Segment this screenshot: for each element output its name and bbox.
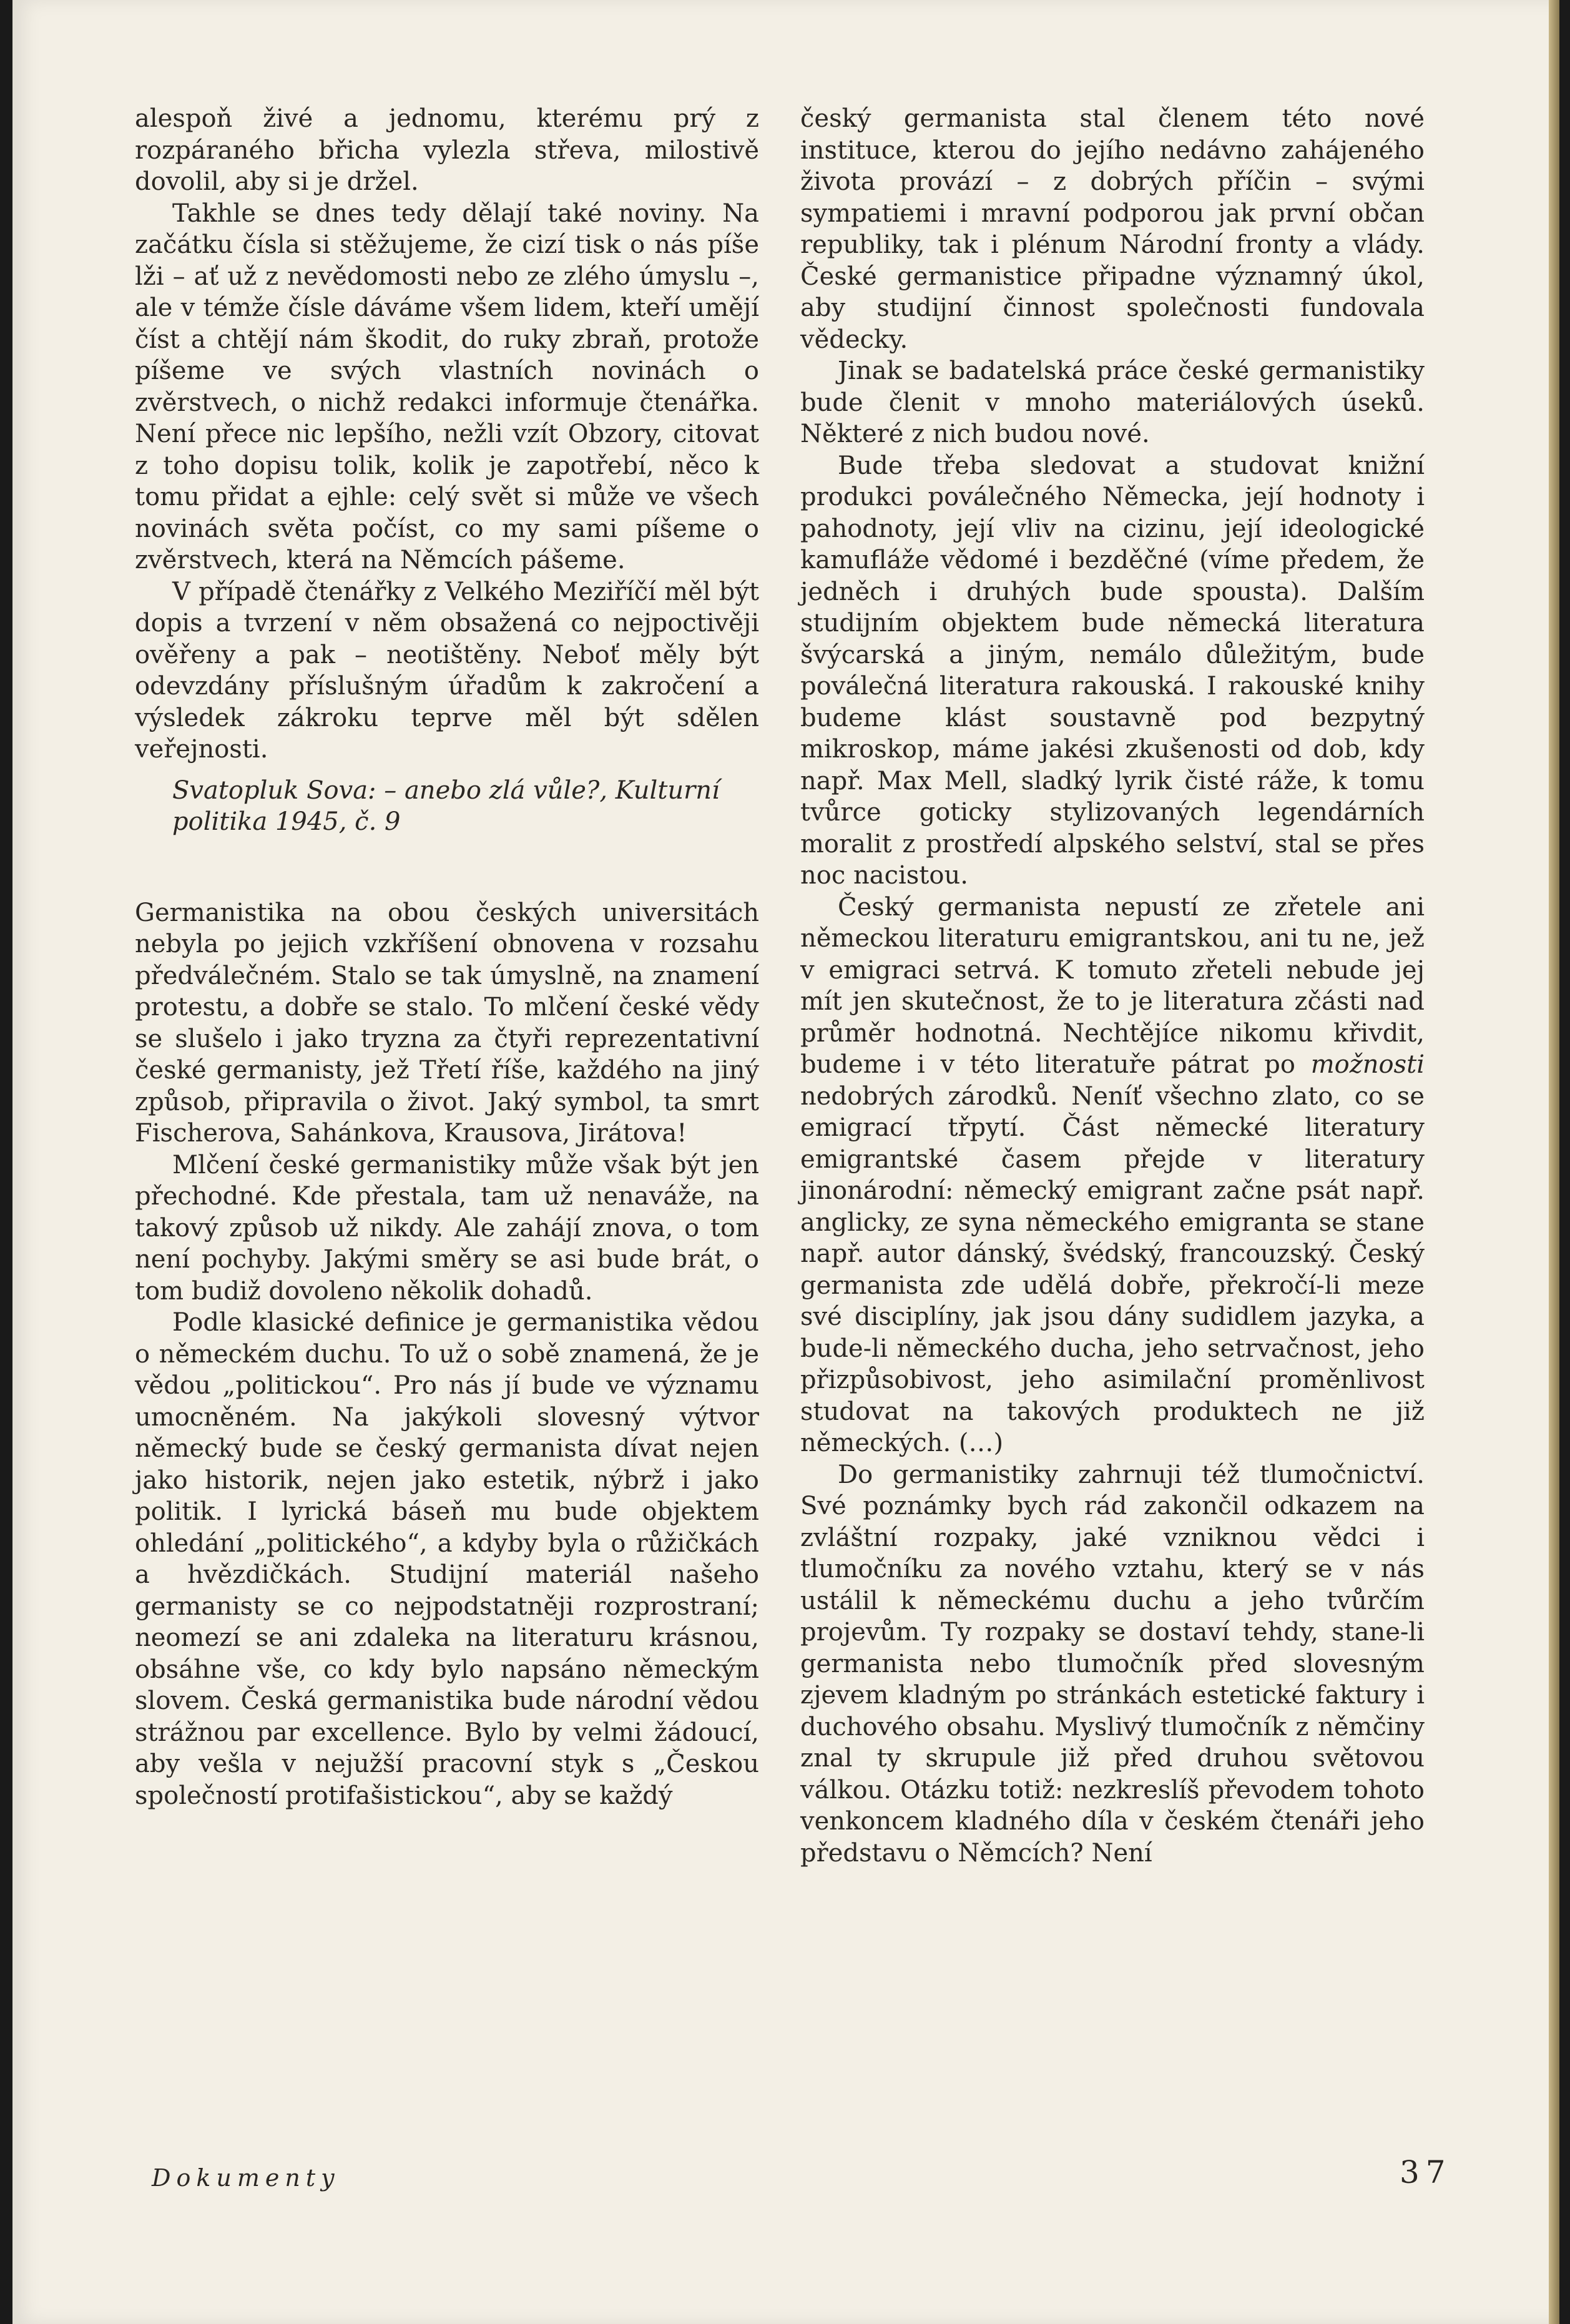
paragraph: Takhle se dnes tedy dělají také noviny. Na začátku čísla si stěžujeme, že cizí tisk o nás píše lži – ať už z nevědomosti nebo ze zlého úmyslu –, ale v témže čísle dáváme všem lidem, kteří umějí číst a chtějí nám škodit, do ruky zbraň, protože píšeme ve svých vlastních novinách o zvěrstvech, o nichž redakci informuje čtenářka. Není přece nic lepšího, nežli vzít Obzory, citovat z toho dopisu tolik, kolik je zapotřebí, něco k tomu přidat a ejhle: celý svět si může ve všech novinách světa počíst, co my sami píšeme o zvěrstvech, která na Němcích pášeme. bbox=[135, 199, 759, 574]
left-column bbox=[135, 103, 759, 1811]
section-gap bbox=[135, 838, 759, 897]
paragraph: český germanista stal členem této nové instituce, kterou do jejího nedávno zahájeného života provází – z dobrých příčin – svými sympatiemi i mravní podporou jak první občan republiky, tak i plénum Národní fronty a vlády. České germanistice připadne významný úkol, aby studijní činnost společnosti fundovala vědecky. bbox=[800, 104, 1425, 354]
book-page bbox=[12, 0, 1559, 2324]
emphasis: možnosti bbox=[1310, 1050, 1425, 1079]
paragraph: alespoň živé a jednomu, kterému prý z rozpáraného břicha vylezla střeva, milostivě dovolil, aby si je držel. bbox=[135, 104, 759, 196]
right-column bbox=[800, 103, 1425, 1869]
section-footer: Dokumenty bbox=[152, 2164, 340, 2192]
paragraph: V případě čtenářky z Velkého Meziříčí měl být dopis a tvrzení v něm obsažená co nejpoctivěji ověřeny a pak – neotištěny. Neboť měly být odevzdány příslušným úřadům k zakročení a výsledek zákroku teprve měl být sdělen veřejnosti. bbox=[135, 577, 759, 764]
paragraph: Podle klasické definice je germanistika vědou o německém duchu. To už o sobě znamená, že je vědou „politickou“. Pro nás jí bude ve významu umocněném. Na jakýkoli slovesný výtvor německý bude se český germanista dívat nejen jako historik, nejen jako estetik, nýbrž i jako politik. I lyrická báseň mu bude objektem ohledání „politického“, a kdyby byla o růžičkách a hvězdičkách. Studijní materiál našeho germanisty se co nejpodstatněji rozprostraní; neomezí se ani zdaleka na literaturu krásnou, obsáhne vše, co kdy bylo napsáno německým slovem. Česká germanistika bude národní vědou strážnou par excellence. Bylo by velmi žádoucí, aby vešla v nejužší pracovní styk s „Českou společností protifašistickou“, aby se každý bbox=[135, 1308, 759, 1810]
page-edge bbox=[1549, 0, 1559, 2324]
paragraph: Jinak se badatelská práce české germanistiky bude členit v mnoho materiálových úseků. Některé z nich budou nové. bbox=[800, 357, 1425, 448]
source-citation: Svatopluk Sova: – anebo zlá vůle?, Kulturní politika 1945, č. 9 bbox=[172, 775, 720, 836]
paragraph: Mlčení české germanistiky může však být jen přechodné. Kde přestala, tam už nenaváže, na takový způsob už nikdy. Ale zahájí znova, o tom není pochyby. Jakými směry se asi bude brát, o tom budiž dovoleno několik dohadů. bbox=[135, 1150, 759, 1306]
paragraph: Bude třeba sledovat a studovat knižní produkci poválečného Německa, její hodnoty i pahodnoty, její vliv na cizinu, její ideologické kamufláže vědomé i bezděčné (víme předem, že jedněch i druhých bude spousta). Dalším studijním objektem bude německá literatura švýcarská a jiným, nemálo důležitým, bude poválečná literatura rakouská. I rakouské knihy budeme klást soustavně pod bezpytný mikroskop, máme jakési zkušenosti od dob, kdy např. Max Mell, sladký lyrik čisté ráže, k tomu tvůrce goticky stylizovaných legendárních moralit z prostředí alpského selství, stal se přes noc nacistou. bbox=[800, 451, 1425, 890]
text-run: Český germanista nepustí ze zřetele ani německou literaturu emigrantskou, ani tu ne, jež v emigraci setrvá. K tomuto zřeteli nebude jej mít jen skutečnost, že to je literatura zčásti nad průměr hodnotná. Nechtějíce nikomu křivdit, budeme i v této literatuře pátrat po bbox=[800, 892, 1425, 1079]
paragraph: Do germanistiky zahrnuji též tlumočnictví. Své poznámky bych rád zakončil odkazem na zvláštní rozpaky, jaké vzniknou vědci i tlumočníku za nového vztahu, který se v nás ustálil k německému duchu a jeho tvůrčím projevům. Ty rozpaky se dostaví tehdy, stane-li germanista nebo tlumočník před slovesným zjevem kladným po stránkách estetické faktury i duchového obsahu. Myslivý tlumočník z němčiny znal ty skrupule již před druhou světovou válkou. Otázku totiž: nezkreslíš převodem tohoto venkoncem kladného díla v českém čtenáři jeho představu o Němcích? Není bbox=[800, 1460, 1425, 1868]
text-run: nedobrých zárodků. Neníť všechno zlato, co se emigrací třpytí. Část německé literatury emigrantské časem přejde v literatury jinonárodní: německý emigrant začne psát např. anglicky, ze syna německého emigranta se stane např. autor dánský, švédský, francouzský. Český germanista zde udělá dobře, překročí-li meze své disciplíny, jak jsou dány sudidlem jazyka, a bude-li německého ducha, jeho setrvačnost, jeho přizpůsobivost, jeho asimilační proměnlivost studovat na takových produktech ne již německých. (…) bbox=[800, 1081, 1425, 1457]
page-number: 37 bbox=[1400, 2154, 1452, 2190]
paragraph bbox=[800, 892, 1425, 1459]
paragraph: Germanistika na obou českých universitách nebyla po jejich vzkříšení obnovena v rozsahu předválečném. Stalo se tak úmyslně, na znamení protestu, a dobře se stalo. To mlčení české vědy se slušelo i jako tryzna za čtyři reprezentativní české germanisty, jež Třetí říše, každého na jiný způsob, připravila o život. Jaký symbol, ta smrt Fischerova, Sahánkova, Krausova, Jirátova! bbox=[135, 898, 759, 1148]
